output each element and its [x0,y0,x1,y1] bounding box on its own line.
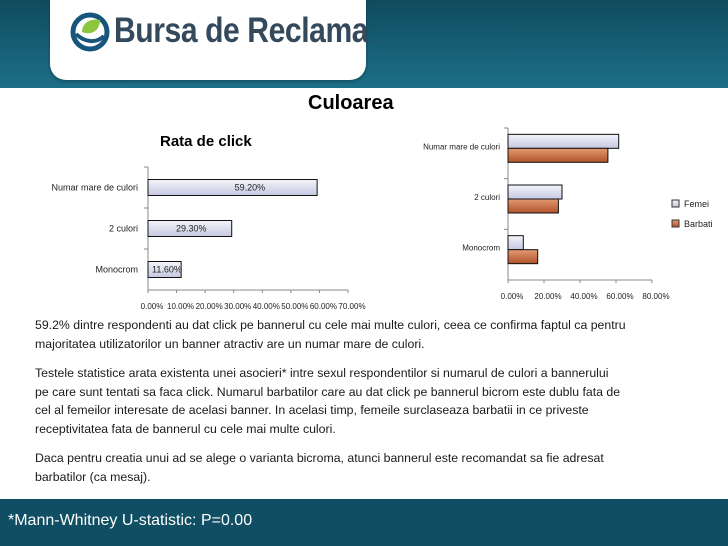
text-line: Testele statistice arata existenta unei asocieri* intre sexul respondentilor si numarul de culori a bannerului [35,366,609,380]
bar-femei [508,185,562,199]
data-label: 59.20% [234,182,266,193]
paragraph-2 [35,364,685,438]
footnote: *Mann-Whitney U-statistic: P=0.00 [8,512,253,529]
text-line: 59.2% dintre respondenti au dat click pe bannerul cu cele mai multe culori, ceea ce confirma faptul ca pentru [35,318,626,332]
paragraph-1 [35,316,685,353]
x-tick-label: 30.00% [224,302,252,311]
slide-title: Culoarea [308,92,394,114]
category-label: 2 culori [474,193,500,202]
bar-barbati [508,250,538,264]
data-label: 29.30% [176,223,207,234]
brand-name: Bursa de Reclama [114,11,369,50]
x-tick-label: 0.00% [500,292,524,301]
legend-swatch [672,200,679,207]
x-tick-label: 60.00% [309,302,337,311]
x-tick-label: 80.00% [642,292,670,301]
legend-label: Femei [684,199,710,209]
category-label: Monocrom [95,264,138,275]
category-label: Numar mare de culori [51,182,138,193]
chart1-title: Rata de click [160,133,252,150]
legend-swatch [672,220,679,227]
x-tick-label: 0.00% [140,302,164,311]
x-tick-label: 60.00% [606,292,634,301]
category-label: Monocrom [462,243,500,253]
data-label: 11.60% [152,264,182,275]
text-line: Daca pentru creatia unui ad se alege o varianta bicroma, atunci bannerul este recomandat sa fie adresat [35,451,604,465]
x-tick-label: 40.00% [570,292,598,301]
x-tick-label: 70.00% [338,302,366,311]
category-label: Numar mare de culori [423,142,500,152]
bar-barbati [508,148,608,162]
text-line: pe care sunt tentati sa faca click. Numarul barbatilor care au dat click pe bannerul bicrom este dublu fata de [35,384,621,399]
x-tick-label: 40.00% [252,302,280,311]
text-line: barbatilor (ca mesaj). [35,469,151,484]
paragraph-3 [35,449,685,486]
category-label: 2 culori [108,223,138,234]
x-tick-label: 50.00% [281,302,309,311]
bar-barbati [508,199,558,213]
x-tick-label: 20.00% [195,302,223,311]
x-tick-label: 10.00% [167,302,195,311]
text-line: receptivitatea fata de bannerul cu cele mai multe culori. [35,421,336,436]
bar-femei [508,134,619,148]
text-line: majoritatea utilizatorilor un banner atractiv are un numar mare de culori. [35,336,425,351]
text-line: cel al femeilor interesate de acelasi banner. In acelasi timp, femeile surclaseaza barbatii in ce priveste [35,403,589,417]
bar-femei [508,236,523,250]
legend-label: Barbati [684,219,713,229]
x-tick-label: 20.00% [534,292,562,301]
